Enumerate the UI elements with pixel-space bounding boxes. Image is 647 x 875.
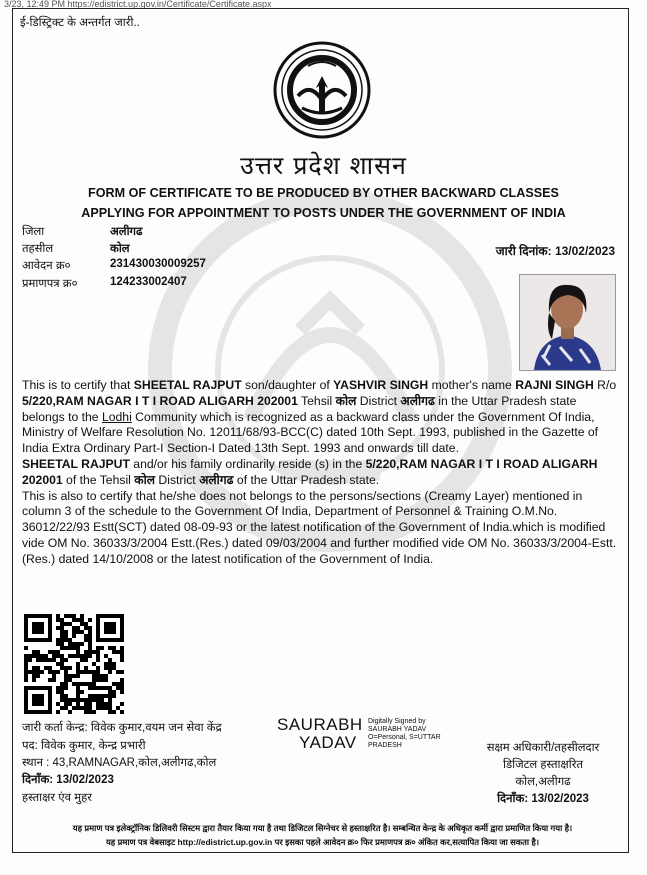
district-name: अलीगढ (199, 472, 234, 487)
text-fragment: of the Uttar Pradesh state. (233, 472, 380, 487)
creamy-layer-paragraph: This is also to certify that he/she does not belongs to the persons/sections (Creamy Layer) mentioned in column 3 of the schedule to the Government Of India, Department of Personnel & Training O.M.No. 36012/22/93 Estt(SCT) dated 08-09-93 or the latest notification of the Government of India.which is modified vide OM No. 36033/3/2004 Estt.(Res.) dated 09/03/2004 and further modified vide OM No. 36033/3/2004-Estt. (Res.) dated 14/10/2008 or the latest notification of the Government of India. (22, 488, 617, 566)
text-fragment: Community which is recognized as a backward class under the Government Of India, Ministry of Welfare Resolution No. 12011/68/93-BCC(C) dated 10th Sept. 1993, published in the Gazette of India Extra Ordinary Part-I Section-I Dated 13th Sept. 1993 and onwards till date. (22, 409, 599, 456)
text-fragment: in the Uttar Pradesh state belongs to the (22, 393, 577, 424)
issuer-date: दिनाँक: 13/02/2023 (22, 774, 114, 786)
application-no-label: आवेदन क्र० (22, 260, 71, 272)
certificate-no-value: 124233002407 (110, 276, 187, 288)
address: 5/220,RAM NAGAR I T I ROAD ALIGARH 202001 (22, 456, 598, 487)
digitized-note: ई-डिस्ट्रिक्ट के अन्तर्गत जारी.. (20, 17, 140, 29)
text-fragment: mother's name (428, 378, 516, 392)
certificate-no-label: प्रमाणपत्र क्र० (22, 278, 78, 290)
tehsil-name: कोल (335, 393, 357, 408)
signature-meta-line: O=Personal, S=UTTAR (368, 734, 441, 741)
district-name: अलीगढ (400, 393, 435, 408)
tehsil-value: कोल (110, 243, 130, 255)
text-fragment: son/daughter of (241, 378, 334, 392)
government-title: उत्तर प्रदेश शासन (240, 151, 407, 180)
signature-meta-line: PRADESH (368, 742, 402, 749)
text-fragment: R/o (593, 378, 617, 392)
digital-signature-details (368, 718, 441, 750)
digital-signature-name (277, 716, 363, 752)
browser-header: 3/23, 12:49 PM https://edistrict.up.gov.in/Certificate/Certificate.aspx (4, 0, 272, 8)
address: 5/220,RAM NAGAR I T I ROAD ALIGARH 202001 (22, 393, 298, 408)
person-photo-icon (520, 275, 615, 370)
applicant-name: SHEETAL RAJPUT (22, 456, 130, 471)
text-fragment: This is to certify that (22, 378, 134, 392)
text-fragment: District (155, 472, 200, 487)
mother-name: RAJNI SINGH (515, 378, 594, 392)
form-heading-line-1: FORM OF CERTIFICATE TO BE PRODUCED BY OTHER BACKWARD CLASSES (88, 186, 559, 200)
text-fragment: Tehsil (297, 393, 336, 408)
community-name: Lodhi (101, 409, 132, 424)
signature-seal-label: हस्ताक्षर एंव मुहर (22, 792, 92, 804)
signature-meta-line: Digitally Signed by (368, 718, 426, 725)
signer-last-name: YADAV (299, 733, 357, 752)
authority-title: सक्षम अधिकारी/तहसीलदार (486, 742, 600, 754)
signer-first-name: SAURABH (277, 715, 363, 734)
electronic-delivery-note: यह प्रमाण पत्र इलेक्ट्रॉनिक डिलिवरी सिस्टम द्वारा तैयार किया गया है तथा डिजिटल सिग्नेचर से हस्ताक्षरित है। सम्बन्धित केन्द्र के अधिकृत कर्मी द्वारा प्रमाणित किया गया है। (72, 823, 573, 833)
text-fragment: and/or his family ordinarily reside (s) in the (129, 456, 366, 471)
applicant-name: SHEETAL RAJPUT (133, 378, 242, 392)
certificate-body (22, 378, 620, 568)
residence-paragraph (22, 457, 620, 489)
text-fragment: District (356, 393, 401, 408)
tehsil-name: कोल (134, 472, 156, 487)
form-heading-line-2: APPLYING FOR APPOINTMENT TO POSTS UNDER THE GOVERNMENT OF INDIA (81, 206, 566, 220)
signature-meta-line: SAURABH YADAV (368, 726, 427, 733)
issuing-center: जारी कर्ता केन्द्र: विवेक कुमार,वयम जन सेवा केंद्र (22, 722, 222, 734)
issue-date: जारी दिनांक: 13/02/2023 (495, 244, 615, 258)
district-label: जिला (22, 226, 45, 238)
up-government-emblem-icon (272, 40, 372, 140)
certification-paragraph (22, 378, 620, 457)
authority-date: दिनाँक: 13/02/2023 (497, 793, 589, 805)
issuer-post: पद: विवेक कुमार, केन्द्र प्रभारी (22, 740, 146, 752)
verification-qr-code[interactable] (24, 614, 124, 714)
authority-location: कोल,अलीगढ (515, 776, 571, 788)
text-fragment: of the Tehsil (62, 472, 135, 487)
issuer-place: स्थान : 43,RAMNAGAR,कोल,अलीगढ,कोल (22, 757, 217, 769)
authority-digital-sign: डिजिटल हस्ताक्षरित (502, 759, 584, 771)
verification-note: यह प्रमाण पत्र वेबसाइट http://edistrict.up.gov.in पर इसका पहले आवेदन क्र० फिर प्रमाणपत्र क्र० अंकित कर,सत्यापित किया जा सकता है। (105, 837, 540, 847)
application-no-value: 231430030009257 (110, 258, 206, 270)
father-name: YASHVIR SINGH (333, 378, 429, 392)
tehsil-label: तहसील (22, 243, 54, 255)
district-value: अलीगढ (110, 226, 143, 238)
applicant-photo (519, 274, 616, 371)
